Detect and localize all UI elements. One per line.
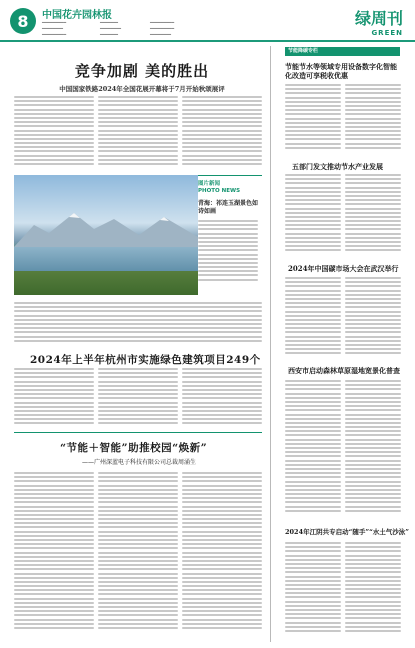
- campus-text-1: [14, 472, 94, 640]
- campus-text-3: [182, 472, 262, 640]
- lake-graphic: [14, 247, 198, 273]
- lead-text-col-2: [98, 96, 178, 172]
- section-rule: [14, 432, 262, 433]
- right-2-text-a: [285, 174, 341, 256]
- right-1-text-a: [285, 84, 341, 156]
- page-number: 8: [10, 8, 36, 34]
- right-5-text-a: [285, 542, 341, 640]
- column-tag: 节能降碳专栏: [285, 47, 400, 56]
- lead-subheadline: 中国国家铁路2024年全国花展开幕将于7月开始秋颂展评: [59, 85, 225, 93]
- paper-logo: 中国花卉园林报: [42, 10, 112, 21]
- right-3-text-a: [285, 277, 341, 359]
- lead-headline: 竞争加剧 美的胜出: [74, 62, 210, 80]
- right-5-text-b: [345, 542, 401, 640]
- lead-text-col-1: [14, 96, 94, 172]
- right-4-text-b: [345, 380, 401, 520]
- right-4-text-a: [285, 380, 341, 520]
- headline-right-4: 西安市启动森林草原湿地宽景化普查: [288, 366, 400, 375]
- photo-caption: 青海：祁连玉湖景色如诗如画: [198, 200, 259, 215]
- section-cn: 绿周刊: [354, 9, 403, 28]
- masthead-meta-2: ━━━━━━ ━━━━━━━ ━━━━━━: [100, 20, 122, 38]
- mountain-graphic: [14, 207, 198, 247]
- headline-right-5: 2024年江阴共专启动“随手”“水土气沙泳”: [285, 528, 410, 536]
- right-2-text-b: [345, 174, 401, 256]
- section-title: [355, 6, 403, 37]
- headline-right-1: 节能节水等领域专用设备数字化智能化改造可享税收优惠: [285, 62, 397, 80]
- headline-right-2: 五部门发文推动节水产业发展: [292, 162, 383, 171]
- campus-text-2: [98, 472, 178, 640]
- photo-news-label: 图片新闻: [198, 181, 221, 187]
- right-1-text-b: [345, 84, 401, 156]
- column-divider: [270, 46, 271, 642]
- section-en: GREEN: [371, 29, 403, 37]
- headline-hangzhou: 2024年上半年杭州市实施绿色建筑项目249个: [30, 354, 261, 366]
- photo-news-label-en: PHOTO NEWS: [198, 188, 241, 194]
- masthead: [0, 0, 415, 42]
- lead-text-col-3: [182, 96, 262, 172]
- headline-right-3: 2024年中国碳市场大会在武汉举行: [288, 264, 399, 273]
- hangzhou-text-2: [98, 368, 178, 428]
- campus-subhead: ——广州深蓝电子科技有限公司总裁周涌生: [82, 459, 197, 466]
- photo-caption-text: [198, 220, 258, 284]
- news-photo: [14, 175, 198, 295]
- hangzhou-text-top: [14, 302, 262, 348]
- grass-graphic: [14, 271, 198, 295]
- headline-campus: “节能＋智能”助推校园“焕新”: [60, 442, 208, 454]
- photo-caption-box: [198, 175, 262, 295]
- masthead-meta-3: ━━━━━━━━ ━━━━━━━━ ━━━━━━━: [150, 20, 175, 38]
- masthead-meta-1: ━━━━━━━━ ━━━━━━━ ━━━━━━━━: [42, 20, 67, 38]
- hangzhou-text-1: [14, 368, 94, 428]
- hangzhou-text-3: [182, 368, 262, 428]
- right-3-text-b: [345, 277, 401, 359]
